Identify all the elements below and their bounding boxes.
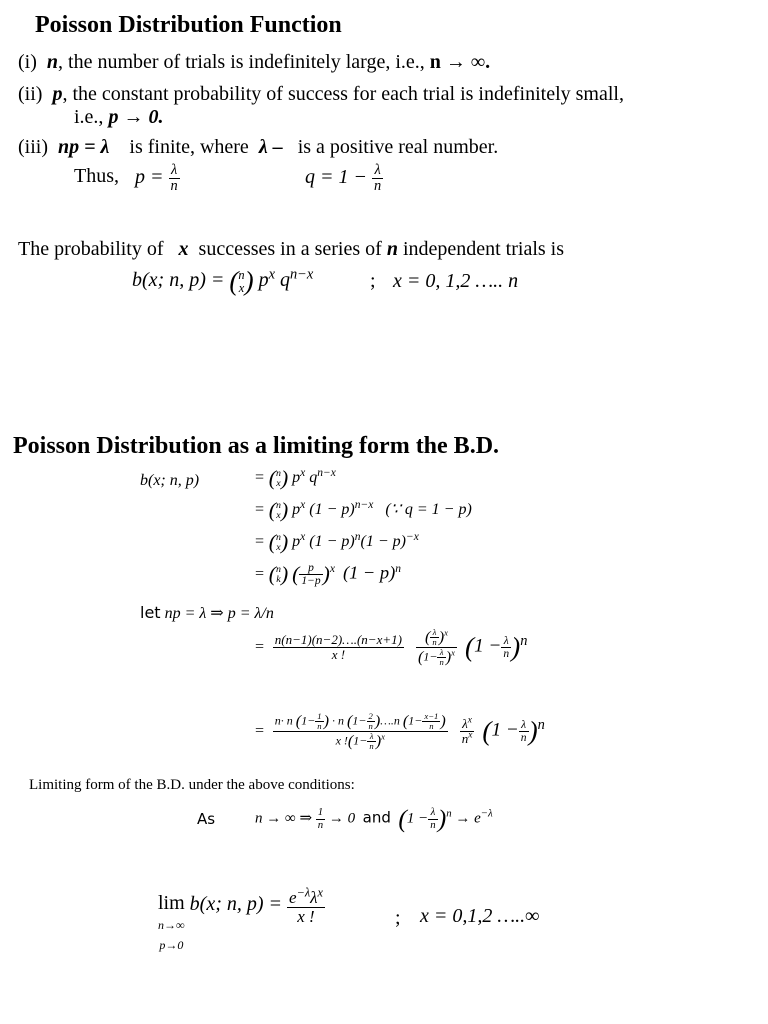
- row5-lam-b: λ: [437, 648, 445, 658]
- row5-n-b: n: [439, 657, 444, 668]
- row6-one-4: 1−: [353, 733, 368, 748]
- final-sub1: n→∞: [158, 918, 185, 932]
- n-den: n: [170, 178, 178, 195]
- row5-one: 1−: [423, 649, 438, 664]
- as-word: [197, 810, 215, 829]
- cond-ii-ie: i.e.,: [74, 106, 109, 128]
- row4-exp1: x: [329, 562, 335, 575]
- row5-lam: λ: [430, 628, 438, 638]
- row3-exp2: −x: [405, 530, 419, 543]
- row5-exp2: n: [520, 632, 528, 649]
- row5-n: n: [432, 637, 437, 648]
- as-exp: n: [446, 807, 452, 820]
- as-result-exp: −λ: [480, 807, 493, 820]
- row4-frac-den: 1−p: [301, 575, 321, 588]
- row1-eq: =: [254, 469, 265, 487]
- row6-num-b: · n: [332, 713, 344, 728]
- row1-p: p: [292, 469, 301, 487]
- as-result: → e: [455, 810, 481, 827]
- let-line: [140, 603, 274, 623]
- cond-iii-text: is finite, where: [129, 136, 249, 158]
- final-num-exp: −λ: [296, 885, 311, 900]
- row6-f3: x−1: [424, 711, 439, 721]
- cond-i-text: , the number of trials is indefinitely large, i.e.,: [58, 51, 430, 73]
- row6-one-2: 1−: [352, 713, 367, 728]
- row-4: = (n k) ( $\frac{p}{1-p}$ )$^x$ $(1 - p)^n$: [254, 562, 401, 588]
- binom-bottom: x: [238, 280, 245, 295]
- row3-top: n: [276, 531, 281, 543]
- binom-lhs: b(x; n, p) =: [132, 269, 225, 292]
- row-6: = n· n (1− $\frac{1}{n}$ ) · n (1− $\frac{2}{n}$ )….n (1− $\frac{x-1}{n}$ ) x !(1− $\frac{\lambda}{n}$ )$^x$ $\frac{\lambda^x}{n^x}$ (1 − $\frac{\lambda}{n}$ )n: [254, 711, 545, 752]
- row3-base1: (1 − p): [309, 533, 355, 551]
- section-title-limiting-form: Poisson Distribution as a limiting form the B.D.: [13, 433, 500, 459]
- let-word: let: [140, 603, 161, 622]
- lambda-num-q: λ: [372, 163, 383, 179]
- row1-qexp: n−x: [317, 466, 336, 479]
- final-num-lam: λ: [310, 888, 318, 907]
- binom-q: q: [279, 269, 290, 292]
- row4-base: (1 − p): [342, 562, 396, 583]
- row-1: = (n x) $p^x$ $q^{n-x}$: [254, 466, 336, 490]
- row6-f2: 2: [368, 711, 373, 721]
- row6-nx-exp: x: [468, 730, 473, 741]
- row2-p: p: [292, 501, 301, 519]
- p-lhs: p =: [135, 166, 164, 189]
- limiting-form-note: Limiting form of the B.D. under the above conditions:: [29, 777, 355, 793]
- q-lhs: q = 1 −: [305, 166, 367, 189]
- row6-n-den: n: [369, 741, 374, 752]
- binom-q-exp: n−x: [289, 266, 314, 283]
- section-title-poisson-function: Poisson Distribution Function: [35, 12, 342, 38]
- row6-num-a: n· n: [274, 713, 293, 728]
- cond-ii-limit: p → 0.: [108, 106, 164, 128]
- roman-ii: (ii): [18, 83, 43, 105]
- row4-bottom: k: [276, 573, 281, 585]
- cond-iii-text2: is a positive real number.: [297, 136, 499, 158]
- row6-dots: ….n: [380, 713, 400, 728]
- as-one: 1: [317, 806, 324, 819]
- cond-ii-text: , the constant probability of success for each trial is indefinitely small,: [62, 83, 624, 105]
- condition-ii-line2: [74, 106, 163, 129]
- row6-nx: n: [461, 731, 469, 747]
- lambda-num: λ: [169, 163, 180, 179]
- cond-iii-expr: np = λ: [58, 136, 110, 158]
- row6-lam-exp: x: [467, 716, 472, 727]
- row-3: = (n x) $p^x$ $(1 - p)^n(1 - p)^{-x}$: [254, 530, 419, 554]
- final-formula: [158, 885, 325, 953]
- row2-pexp: x: [300, 498, 306, 511]
- as-condition: n → ∞ ⇒ $\frac{1}{n}$ → 0 and (1 − $\frac{\lambda}{n}$ )$^n \to e^{-\lambda}$: [255, 804, 493, 833]
- row6-lam: λ: [462, 716, 468, 732]
- thus-line: [74, 165, 119, 188]
- row2-exp: n−x: [354, 498, 374, 511]
- as-arrow0: → 0: [328, 810, 356, 827]
- row5-lam-c: λ: [501, 635, 511, 648]
- binom-range: x = 0, 1,2 ….. n: [393, 270, 519, 292]
- prob-part2: successes in a series of: [198, 238, 382, 260]
- final-num-e: e: [289, 888, 297, 907]
- row6-den-n2: n: [368, 721, 373, 732]
- as-n: n: [317, 818, 324, 831]
- as-n2: n: [430, 818, 436, 831]
- row6-lam-den: λ: [367, 732, 375, 742]
- row5-n-c: n: [503, 648, 510, 661]
- row-5: = $\frac{n(n-1)(n-2)\dots.(n-x+1)}{x !}$ ( $\frac{\lambda}{n}$ )$^x$ (1− $\frac{\lambda}{n}$ )$^x$ (1 − $\frac{\lambda}{n}$ )n: [254, 627, 528, 668]
- row6-den: x !: [335, 733, 348, 748]
- binom-separator: ;: [370, 270, 376, 292]
- row5-den: x !: [331, 647, 346, 663]
- row5-exp-top: x: [444, 627, 448, 638]
- roman-i: (i): [18, 51, 37, 73]
- row6-lam-c: λ: [519, 719, 529, 732]
- row2-note: (∵ q = 1 − p): [385, 501, 472, 519]
- prob-part1: The probability of: [18, 238, 164, 260]
- row4-top: n: [276, 563, 281, 575]
- q-equals-one-minus: [305, 163, 383, 194]
- row1-bottom: x: [276, 477, 281, 489]
- row6-den-n1: n: [317, 721, 322, 732]
- condition-i: [18, 51, 490, 74]
- condition-iii: [18, 136, 498, 159]
- thus-label: Thus,: [74, 165, 119, 187]
- final-sub2: p→0: [159, 938, 184, 952]
- var-n: n: [46, 51, 59, 73]
- roman-iii: (iii): [18, 136, 48, 158]
- row2-base: (1 − p): [309, 501, 355, 519]
- row3-eq: =: [254, 533, 265, 551]
- row5-exp-bottom: x: [451, 647, 455, 658]
- binom-p: p: [258, 269, 269, 292]
- bd-lhs: b(x; n, p): [140, 472, 200, 489]
- row6-one-3: 1−: [408, 713, 423, 728]
- as-and: and: [362, 808, 391, 827]
- binom-top: n: [238, 268, 245, 283]
- as-label: As: [197, 810, 216, 828]
- row6-exp2: n: [537, 716, 545, 733]
- final-lim: lim: [158, 892, 185, 914]
- prob-x: x: [178, 238, 189, 260]
- row2-bottom: x: [276, 509, 281, 521]
- prob-part3: independent trials is: [402, 238, 565, 260]
- final-lhs: b(x; n, p) =: [189, 893, 283, 915]
- row5-num: n(n−1)(n−2)….(n−x+1): [274, 632, 402, 648]
- row2-top: n: [276, 499, 281, 511]
- row6-eq: =: [254, 722, 265, 740]
- row2-eq: =: [254, 501, 265, 519]
- binomial-formula: b(x; n, p) = (n x) $p^x$ $q^{n-x}$: [132, 266, 314, 296]
- row3-p: p: [292, 533, 301, 551]
- row3-exp1: n: [354, 530, 361, 543]
- row6-f1: 1: [317, 711, 322, 721]
- n-den-q: n: [374, 178, 382, 195]
- let-expr: np = λ ⇒ p = λ/n: [164, 605, 274, 622]
- row3-pexp: x: [300, 530, 306, 543]
- prob-n: n: [386, 238, 398, 260]
- final-den: x !: [297, 906, 315, 926]
- row3-base2: (1 − p): [360, 533, 406, 551]
- row-2: = (n x) $p^x$ $(1 - p)^{n-x}$ (∵ q = 1 − p): [254, 498, 472, 522]
- row6-one-1: 1−: [301, 713, 316, 728]
- row5-eq: =: [254, 638, 265, 656]
- row6-den-exp: x: [381, 731, 385, 742]
- final-separator: ;: [395, 907, 401, 929]
- probability-sentence: [18, 238, 564, 261]
- cond-iii-lambda: λ –: [258, 136, 283, 158]
- condition-ii: [18, 83, 624, 106]
- as-lhs: n → ∞ ⇒: [255, 810, 313, 827]
- row3-bottom: x: [276, 541, 281, 553]
- row1-pexp: x: [300, 466, 306, 479]
- row4-eq: =: [254, 565, 265, 583]
- cond-i-limit: n → ∞.: [429, 51, 491, 73]
- row4-frac-num: p: [299, 562, 322, 575]
- row1-q: q: [309, 469, 318, 487]
- row6-den-n3: n: [429, 721, 434, 732]
- final-num-lexp: x: [317, 885, 323, 900]
- row6-n-c: n: [520, 732, 527, 745]
- p-equals-lambda-over-n: [135, 163, 180, 194]
- row1-top: n: [276, 467, 281, 479]
- row4-exp2: n: [395, 562, 401, 575]
- binom-p-exp: x: [268, 266, 275, 283]
- var-p: p: [52, 83, 63, 105]
- final-range: x = 0,1,2 …..∞: [420, 905, 540, 927]
